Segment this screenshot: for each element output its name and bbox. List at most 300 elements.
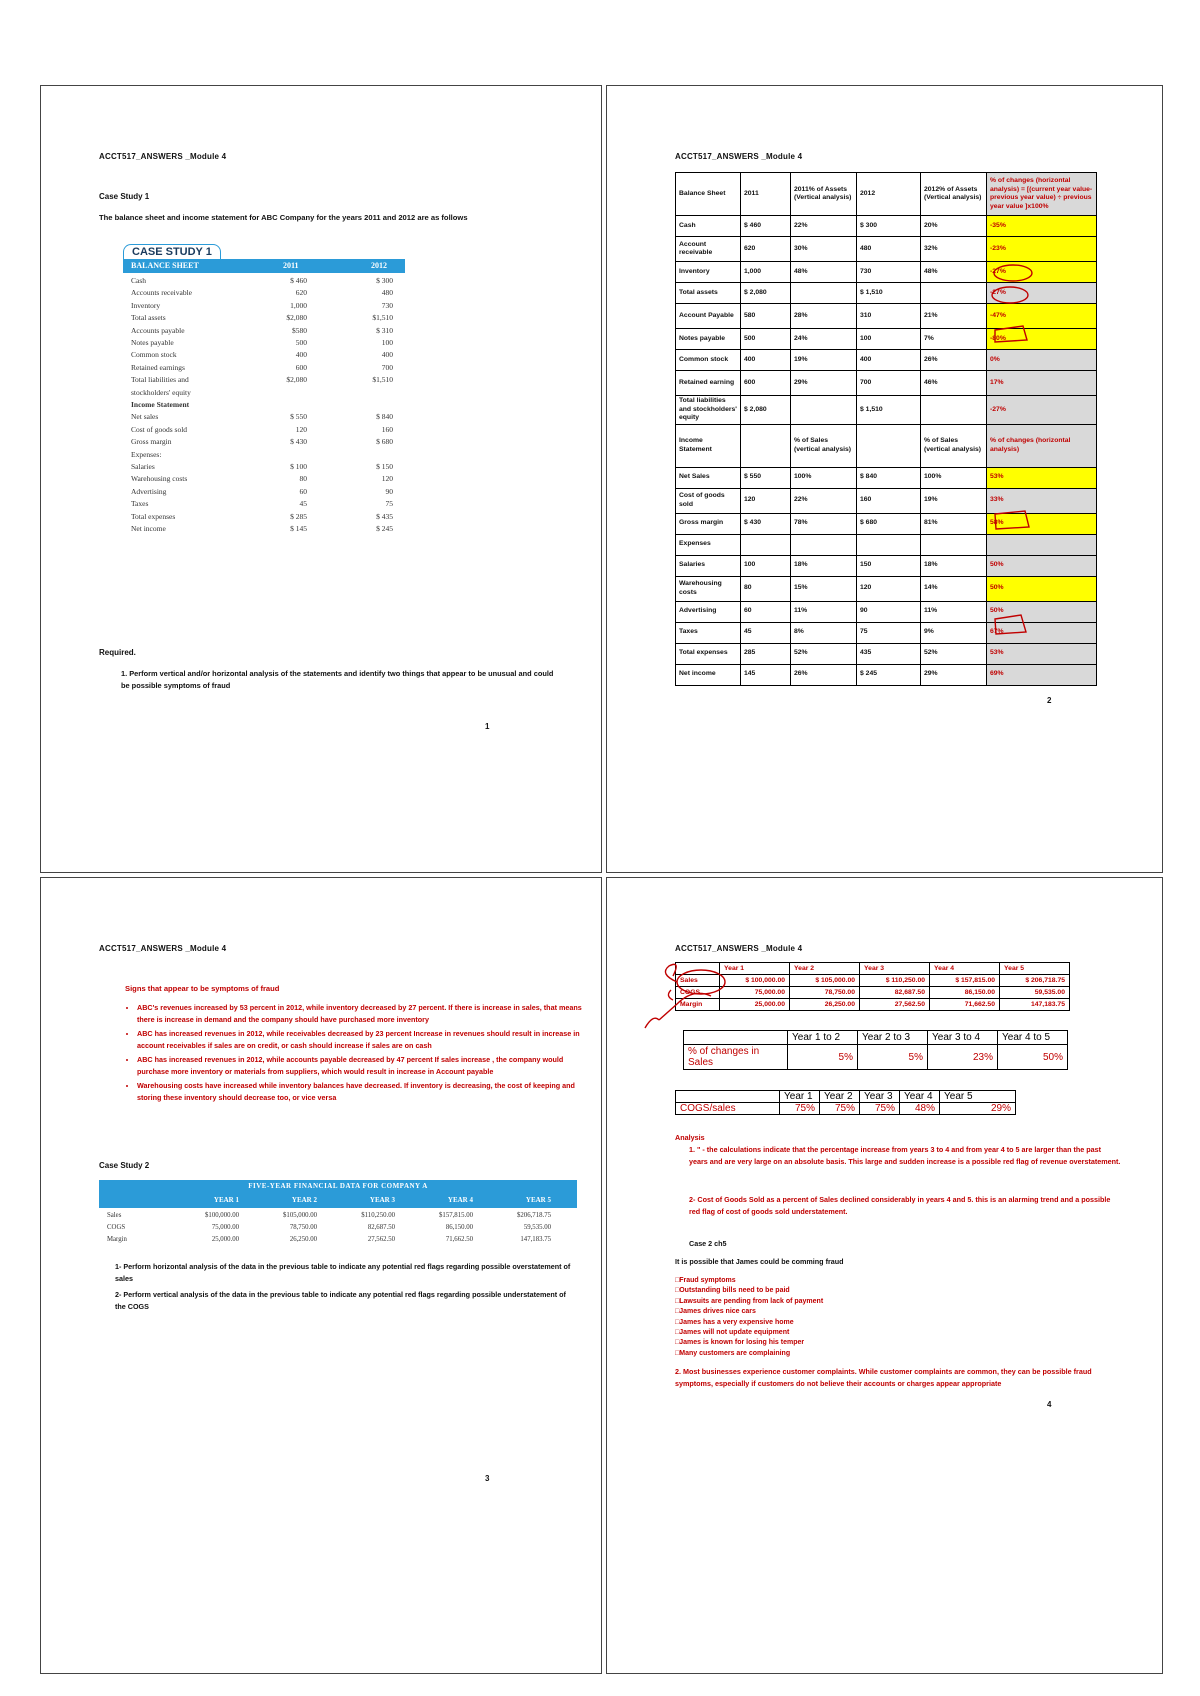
header-cell <box>676 963 720 975</box>
row-value: $206,718.75 <box>517 1212 551 1219</box>
case-study-intro: The balance sheet and income statement for ABC Company for the years 2011 and 2012 are as follows <box>99 213 468 222</box>
row-value: $ 840 <box>857 467 921 488</box>
table-row <box>676 467 1097 488</box>
table-row <box>676 216 1097 237</box>
case-study-1-figure <box>123 244 405 632</box>
row-value: $ 110,250.00 <box>860 975 930 987</box>
row-value: 80 <box>741 576 791 601</box>
row-label: Retained earning <box>676 371 741 396</box>
row-value: 285 <box>741 643 791 664</box>
row-value: 160 <box>857 488 921 513</box>
case-study-tag: CASE STUDY 1 <box>123 244 221 259</box>
value-2011: 45 <box>299 499 307 509</box>
row-value <box>921 396 987 425</box>
row-value: $ 105,000.00 <box>790 975 860 987</box>
row-label: Inventory <box>676 262 741 283</box>
row-value: $ 100,000.00 <box>720 975 790 987</box>
row-value <box>921 283 987 304</box>
header-cell: % of Sales (vertical analysis) <box>791 424 857 467</box>
five-year-banner: FIVE-YEAR FINANCIAL DATA FOR COMPANY A <box>248 1182 428 1190</box>
row-value: 21% <box>921 304 987 329</box>
row-value: 75,000.00 <box>211 1224 239 1231</box>
row-label: Account receivable <box>676 237 741 262</box>
row-value: 310 <box>857 304 921 329</box>
header-cell: 2011% of Assets (Vertical analysis) <box>791 173 857 216</box>
row-value: 19% <box>791 350 857 371</box>
row-value: 78,750.00 <box>790 987 860 999</box>
row-value: 150 <box>857 555 921 576</box>
table-row <box>676 1103 1016 1115</box>
header-cell: % of changes (horizontal analysis) = [(current year value- previous year value) ÷ previous year value ]x100% <box>987 173 1097 216</box>
fraud-signs-title: Signs that appear to be symptoms of fraud <box>125 984 280 993</box>
row-value: 75% <box>860 1103 900 1115</box>
header-cell <box>741 424 791 467</box>
row-value: 48% <box>900 1103 940 1115</box>
page-header: ACCT517_ANSWERS _Module 4 <box>675 152 803 161</box>
row-label: Common stock <box>131 350 177 360</box>
header-cell <box>857 424 921 467</box>
value-2012: $ 435 <box>376 511 393 521</box>
row-label: Cash <box>131 276 146 285</box>
closing-text: 2. Most businesses experience customer complaints. While customer complaints are common, they can be possible fraud symptoms, especially if customers do not believe their accounts or charges appear appropriate <box>675 1367 1092 1388</box>
row-label: Advertising <box>131 486 167 496</box>
row-value: 81% <box>921 513 987 534</box>
row-value: 52% <box>791 643 857 664</box>
row-label: Cost of goods sold <box>131 424 188 434</box>
page-header: ACCT517_ANSWERS _Module 4 <box>675 944 803 953</box>
case-2-label: Case 2 ch5 <box>689 1239 727 1248</box>
row-value <box>791 534 857 555</box>
row-value: 17% <box>987 371 1097 396</box>
table-row <box>676 975 1070 987</box>
table-row <box>676 576 1097 601</box>
document-page-2 <box>606 85 1163 873</box>
case-study-2-figure <box>99 1180 577 1250</box>
value-2012: $ 300 <box>376 276 393 285</box>
page-number: 2 <box>1047 696 1052 705</box>
header-cell: Year 1 <box>780 1091 820 1103</box>
row-value: 580 <box>741 304 791 329</box>
value-2012: 700 <box>381 362 393 372</box>
value-2011: $ 430 <box>290 437 307 447</box>
row-value: 75% <box>820 1103 860 1115</box>
header-cell: Year 5 <box>1000 963 1070 975</box>
row-value: $110,250.00 <box>361 1212 395 1219</box>
task-2: 2- Perform vertical analysis of the data in the previous table to indicate any potential red flags regarding possible understatement of the COGS <box>115 1290 566 1311</box>
case-study-2-title: Case Study 2 <box>99 1161 150 1170</box>
table-row <box>676 350 1097 371</box>
header-label: BALANCE SHEET <box>131 261 199 270</box>
five-year-table <box>675 962 1070 1011</box>
row-value: $ 2,080 <box>741 283 791 304</box>
row-value: 120 <box>741 488 791 513</box>
row-label: Income Statement <box>131 400 190 409</box>
table-row <box>676 664 1097 685</box>
row-value: 27,562.50 <box>367 1236 395 1243</box>
header-cell: % of Sales (vertical analysis) <box>921 424 987 467</box>
row-label: Net sales <box>131 412 159 422</box>
value-2012: $ 310 <box>376 325 393 335</box>
value-2012: 730 <box>381 300 393 310</box>
row-value: $ 2,080 <box>741 396 791 425</box>
value-2011: 500 <box>295 338 307 347</box>
case-study-2-tasks <box>115 1261 575 1313</box>
row-value: 71,662.50 <box>930 999 1000 1011</box>
row-label: COGS <box>676 987 720 999</box>
analysis-1: 1. " - the calculations indicate that the percentage increase from years 3 to 4 and from year 4 to 5 are larger than the past years and are very large on an absolute basis. This large and sudden increase is a possible red flag of revenue overstatement. <box>689 1145 1121 1166</box>
required-item: 1. Perform vertical and/or horizontal analysis of the statements and identify two things that appear to be unusual and could be possible symptoms of fraud <box>121 669 554 690</box>
row-value: 5% <box>788 1045 858 1070</box>
row-label: Expenses <box>676 534 741 555</box>
value-2011: 620 <box>295 288 307 298</box>
row-value: 5% <box>858 1045 928 1070</box>
header-cell: Year 3 <box>860 963 930 975</box>
row-value <box>741 534 791 555</box>
value-2012: $ 150 <box>376 462 393 471</box>
row-value: 8% <box>791 622 857 643</box>
row-value: 11% <box>921 601 987 622</box>
row-label: Total liabilities and <box>131 375 189 385</box>
value-2011: $2,080 <box>286 313 307 323</box>
row-value <box>921 534 987 555</box>
row-value: 100 <box>857 329 921 350</box>
row-value: 100% <box>921 467 987 488</box>
table-header-row <box>676 963 1070 975</box>
value-2011: $ 100 <box>290 462 307 471</box>
header-cell: Year 2 <box>820 1091 860 1103</box>
value-2011: $2,080 <box>286 375 307 385</box>
row-value: $ 245 <box>857 664 921 685</box>
header-cell: 2012 <box>857 173 921 216</box>
row-value: 32% <box>921 237 987 262</box>
value-2011: $ 550 <box>290 412 307 422</box>
row-value: 45 <box>741 622 791 643</box>
row-label: Common stock <box>676 350 741 371</box>
value-2011: $ 285 <box>290 511 307 521</box>
table-header-row <box>684 1031 1068 1045</box>
row-value: 500 <box>741 329 791 350</box>
row-value: 86,150.00 <box>930 987 1000 999</box>
header-cell: % of changes (horizontal analysis) <box>987 424 1097 467</box>
value-2011: $ 460 <box>290 276 307 285</box>
header-cell: Year 5 <box>940 1091 1016 1103</box>
row-label: Taxes <box>676 622 741 643</box>
row-value <box>987 534 1097 555</box>
header-cell: Year 4 <box>900 1091 940 1103</box>
symptom-item: □ Many customers are complaining <box>675 1349 823 1359</box>
row-label: Total expenses <box>131 511 176 521</box>
row-value: 26,250.00 <box>790 999 860 1011</box>
row-label: Accounts receivable <box>131 288 193 298</box>
fraud-sign-item: • ABC has increased revenues in 2012, while accounts payable decreased by 47 percent If sales increase , the company would purchase more inventory or materials from suppliers, which would result in increase in Account payable <box>137 1054 585 1077</box>
row-value: 18% <box>921 555 987 576</box>
row-label: Taxes <box>131 499 149 509</box>
row-label: Sales <box>107 1212 122 1219</box>
row-label: Margin <box>107 1236 127 1243</box>
row-value: 90 <box>857 601 921 622</box>
balance-sheet-header <box>123 259 405 273</box>
row-value: -80% <box>987 329 1097 350</box>
row-value: 69% <box>987 664 1097 685</box>
row-value: 147,183.75 <box>520 1236 551 1243</box>
row-value: 29% <box>940 1103 1016 1115</box>
row-value: 50% <box>987 555 1097 576</box>
row-value: 100% <box>791 467 857 488</box>
row-value: 9% <box>921 622 987 643</box>
row-value: 78,750.00 <box>289 1224 317 1231</box>
year-header: YEAR 1 <box>213 1196 239 1204</box>
value-2011: $ 145 <box>290 524 307 533</box>
table-header-row <box>676 173 1097 216</box>
row-label: Warehousing costs <box>131 474 188 484</box>
table-row <box>676 534 1097 555</box>
table-row <box>676 601 1097 622</box>
row-value: -23% <box>987 237 1097 262</box>
value-2012: 120 <box>381 474 393 484</box>
table-row <box>676 999 1070 1011</box>
table-row <box>676 555 1097 576</box>
year-header: YEAR 2 <box>291 1196 317 1204</box>
page-number: 3 <box>485 1474 490 1483</box>
row-value: $ 206,718.75 <box>1000 975 1070 987</box>
value-2012: $ 245 <box>376 524 393 533</box>
required-heading: Required. <box>99 648 136 657</box>
row-value: 100 <box>741 555 791 576</box>
header-2011: 2011 <box>283 261 299 270</box>
row-label: Cost of goods sold <box>676 488 741 513</box>
header-cell: Year 1 to 2 <box>788 1031 858 1045</box>
row-value <box>791 283 857 304</box>
header-cell: Year 1 <box>720 963 790 975</box>
value-2012: 160 <box>381 424 393 434</box>
row-value: 15% <box>791 576 857 601</box>
cogs-sales-table <box>675 1090 1016 1115</box>
row-value: 24% <box>791 329 857 350</box>
sales-change-table <box>683 1030 1068 1070</box>
header-cell: Year 4 <box>930 963 1000 975</box>
header-cell: Balance Sheet <box>676 173 741 216</box>
row-value: 400 <box>741 350 791 371</box>
row-value: 19% <box>921 488 987 513</box>
possible-fraud: It is possible that James could be comming fraud <box>675 1257 844 1266</box>
row-value: 53% <box>987 467 1097 488</box>
table-row <box>684 1045 1068 1070</box>
header-cell: 2012% of Assets (Vertical analysis) <box>921 173 987 216</box>
year-header: YEAR 5 <box>525 1196 551 1204</box>
row-label: Retained earnings <box>131 362 185 372</box>
row-label: Gross margin <box>676 513 741 534</box>
table-row <box>676 237 1097 262</box>
row-value: 22% <box>791 488 857 513</box>
row-value: 14% <box>921 576 987 601</box>
symptom-item: □ Lawsuits are pending from lack of payment <box>675 1297 823 1307</box>
row-value: 28% <box>791 304 857 329</box>
row-value: 50% <box>998 1045 1068 1070</box>
row-label: Salaries <box>131 462 155 471</box>
document-page-3 <box>40 877 602 1674</box>
symptom-item: □ James has a very expensive home <box>675 1318 823 1328</box>
row-value: 59,535.00 <box>523 1224 551 1231</box>
row-value: -35% <box>987 216 1097 237</box>
row-label: Total expenses <box>676 643 741 664</box>
row-value <box>791 396 857 425</box>
value-2011: 120 <box>295 424 307 434</box>
fraud-signs-list <box>121 1002 585 1106</box>
row-value: $ 460 <box>741 216 791 237</box>
row-value: $ 430 <box>741 513 791 534</box>
row-label: stockholders' equity <box>131 387 191 397</box>
value-2012: $1,510 <box>372 375 393 385</box>
row-value: 27,562.50 <box>860 999 930 1011</box>
analysis-title: Analysis <box>675 1133 705 1142</box>
value-2011: 1,000 <box>290 300 307 310</box>
row-label: Gross margin <box>131 437 172 447</box>
row-value: 78% <box>791 513 857 534</box>
table-row <box>676 371 1097 396</box>
row-label: Total assets <box>676 283 741 304</box>
table-row <box>676 262 1097 283</box>
row-value: $100,000.00 <box>205 1212 239 1219</box>
row-value: 11% <box>791 601 857 622</box>
value-2012: 75 <box>385 499 393 509</box>
symptom-item: □ Outstanding bills need to be paid <box>675 1286 823 1296</box>
row-value: -27% <box>987 262 1097 283</box>
header-cell <box>684 1031 788 1045</box>
table-row <box>676 304 1097 329</box>
header-2012: 2012 <box>371 261 387 270</box>
table-row <box>676 987 1070 999</box>
row-value: 50% <box>987 576 1097 601</box>
row-value: 26% <box>921 350 987 371</box>
value-2011: 80 <box>299 474 307 484</box>
row-label: Warehousing costs <box>676 576 741 601</box>
row-value: 46% <box>921 371 987 396</box>
value-2012: 100 <box>381 338 393 347</box>
row-label: Salaries <box>676 555 741 576</box>
row-value: -27% <box>987 283 1097 304</box>
row-value: 75,000.00 <box>720 987 790 999</box>
row-value: 23% <box>928 1045 998 1070</box>
row-label: COGS <box>107 1224 126 1231</box>
table-header-row <box>676 424 1097 467</box>
year-header: YEAR 3 <box>369 1196 395 1204</box>
row-label: Net Sales <box>676 467 741 488</box>
header-cell: 2011 <box>741 173 791 216</box>
five-year-header <box>99 1180 577 1208</box>
value-2012: 400 <box>381 350 393 360</box>
value-2012: $ 840 <box>376 412 393 422</box>
table-row <box>676 643 1097 664</box>
row-value: 71,662.50 <box>445 1236 473 1243</box>
table-row <box>676 396 1097 425</box>
table-row <box>676 513 1097 534</box>
row-value: 22% <box>791 216 857 237</box>
row-label: Inventory <box>131 300 161 310</box>
row-value: -47% <box>987 304 1097 329</box>
row-value: 25,000.00 <box>720 999 790 1011</box>
symptom-item: □ James drives nice cars <box>675 1307 823 1317</box>
row-value: 29% <box>921 664 987 685</box>
row-value: 50% <box>987 601 1097 622</box>
header-cell: Year 3 <box>860 1091 900 1103</box>
case-study-title: Case Study 1 <box>99 192 150 201</box>
row-value: $ 680 <box>857 513 921 534</box>
row-value: 59,535.00 <box>1000 987 1070 999</box>
row-label: Expenses: <box>131 449 162 459</box>
row-value: $ 550 <box>741 467 791 488</box>
row-value: 86,150.00 <box>445 1224 473 1231</box>
symptom-item: □ James is known for losing his temper <box>675 1338 823 1348</box>
row-value: $105,000.00 <box>283 1212 317 1219</box>
header-cell: Year 2 to 3 <box>858 1031 928 1045</box>
row-value: $ 157,815.00 <box>930 975 1000 987</box>
row-value: 18% <box>791 555 857 576</box>
row-value: 75% <box>780 1103 820 1115</box>
fraud-sign-item: • Warehousing costs have increased while inventory balances have decreased. If inventory is decreasing, the cost of keeping and storing these inventory should decrease too, or vice versa <box>137 1080 585 1103</box>
row-value: 620 <box>741 237 791 262</box>
row-value: 26% <box>791 664 857 685</box>
row-value <box>857 534 921 555</box>
header-cell <box>676 1091 780 1103</box>
row-label: Sales <box>676 975 720 987</box>
row-label: % of changes in Sales <box>684 1045 788 1070</box>
task-1: 1- Perform horizontal analysis of the data in the previous table to indicate any potential red flags regarding possible overstatement of sales <box>115 1262 571 1283</box>
row-value: 26,250.00 <box>289 1236 317 1243</box>
row-value: $ 300 <box>857 216 921 237</box>
row-value: 25,000.00 <box>211 1236 239 1243</box>
row-value: 600 <box>741 371 791 396</box>
row-value: 400 <box>857 350 921 371</box>
row-value: 147,183.75 <box>1000 999 1070 1011</box>
row-value: $157,815.00 <box>439 1212 473 1219</box>
row-value: 30% <box>791 237 857 262</box>
fraud-sign-item: • ABC's revenues increased by 53 percent in 2012, while inventory decreased by 27 percent. If there is increase in sales, that means there is increase in demand and the company should have purchased more inventory <box>137 1002 585 1025</box>
value-2012: 480 <box>381 288 393 298</box>
year-header: YEAR 4 <box>447 1196 473 1204</box>
page-number: 1 <box>485 722 490 731</box>
analysis-2: 2- Cost of Goods Sold as a percent of Sales declined considerably in years 4 and 5. this is an alarming trend and a possible red flag of cost of goods sold understatement. <box>689 1195 1111 1216</box>
symptom-item: □ Fraud symptoms <box>675 1276 823 1286</box>
row-value: 48% <box>921 262 987 283</box>
row-label: Cash <box>676 216 741 237</box>
row-value: 120 <box>857 576 921 601</box>
symptom-item: □ James will not update equipment <box>675 1328 823 1338</box>
header-cell: Income Statement <box>676 424 741 467</box>
row-label: Margin <box>676 999 720 1011</box>
row-value: 0% <box>987 350 1097 371</box>
symptoms-list <box>675 1276 823 1359</box>
row-value: 480 <box>857 237 921 262</box>
row-label: Net income <box>131 524 166 533</box>
row-label: Net income <box>676 664 741 685</box>
row-value: 48% <box>791 262 857 283</box>
value-2011: $580 <box>292 325 307 335</box>
header-cell: Year 4 to 5 <box>998 1031 1068 1045</box>
row-label: Accounts payable <box>131 325 185 335</box>
row-value: 20% <box>921 216 987 237</box>
row-label: Total liabilities and stockholders' equity <box>676 396 741 425</box>
row-value: 7% <box>921 329 987 350</box>
row-label: Total assets <box>131 313 166 323</box>
row-value: 730 <box>857 262 921 283</box>
analysis-table <box>675 172 1097 686</box>
row-value: 145 <box>741 664 791 685</box>
document-page-1 <box>40 85 602 873</box>
row-value: $ 1,510 <box>857 283 921 304</box>
row-value: 700 <box>857 371 921 396</box>
document-page-4 <box>606 877 1163 1674</box>
value-2011: 400 <box>295 350 307 360</box>
